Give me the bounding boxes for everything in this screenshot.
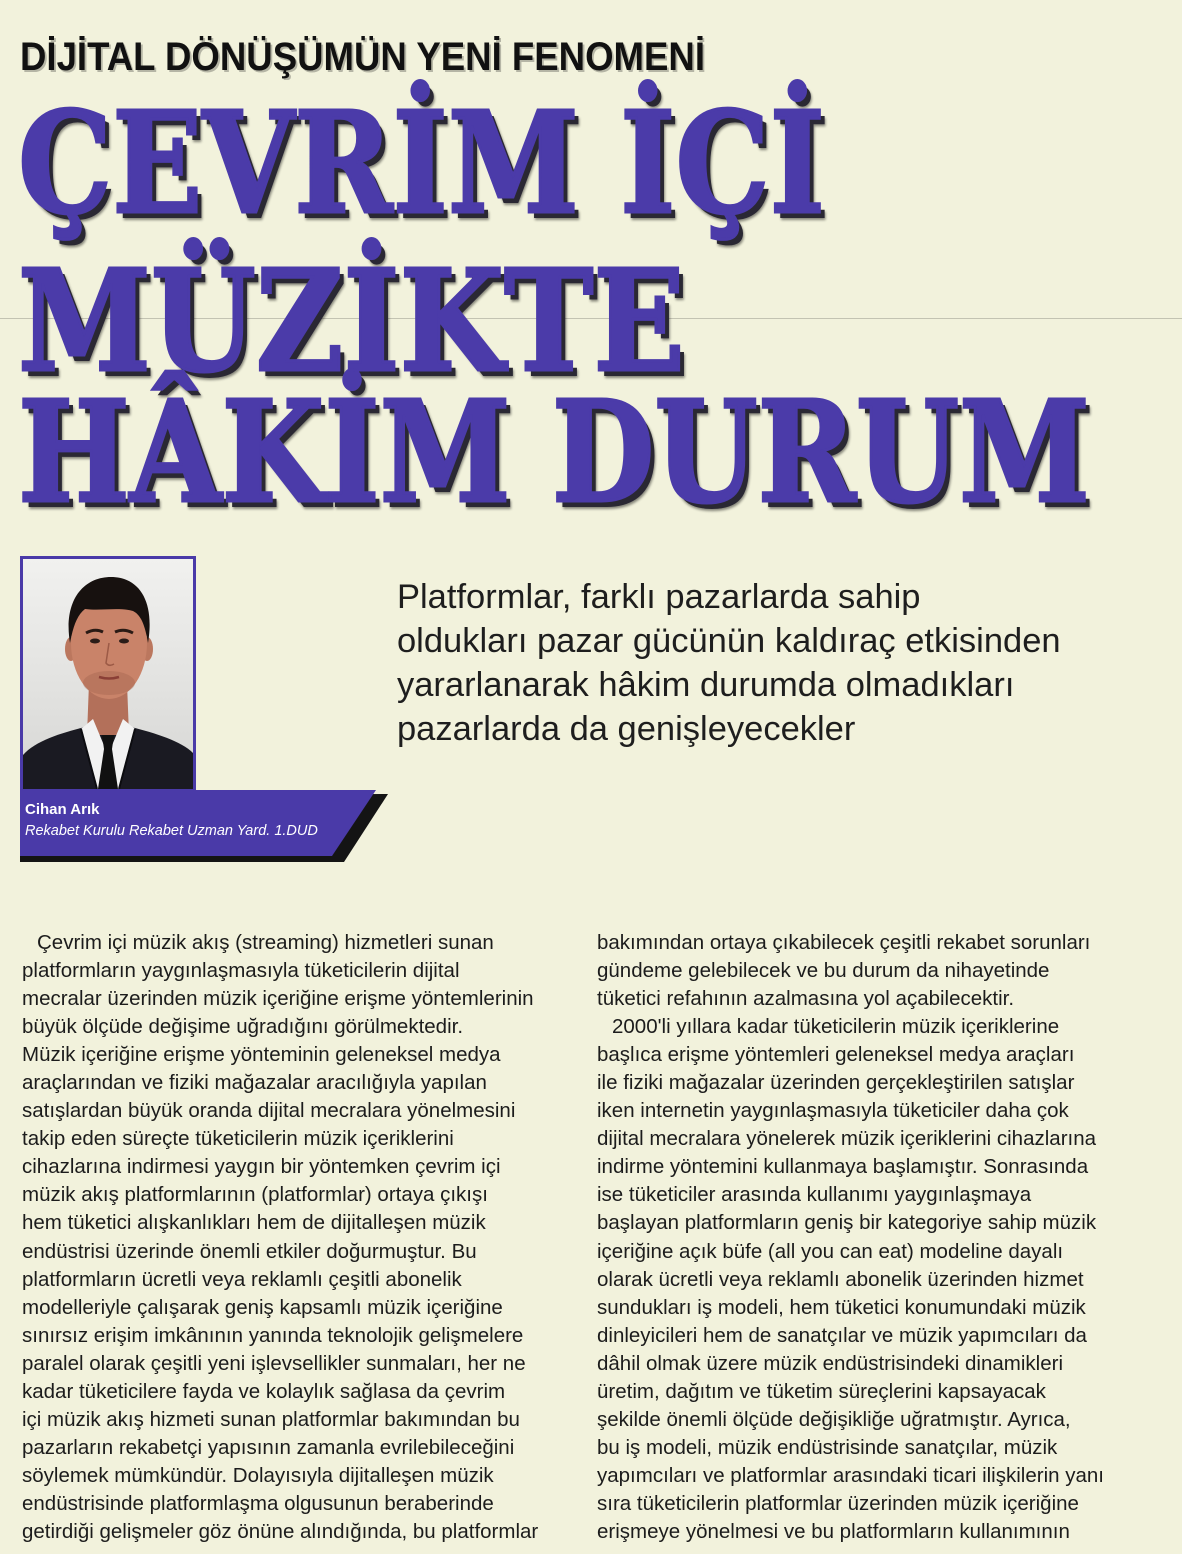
body-line: içi müzik akış hizmeti sunan platformlar bakımından bu [22,1407,520,1431]
body-line: ise tüketiciler arasında kullanımı yaygınlaşmaya [597,1183,1032,1207]
body-line: modelleriyle çalışarak geniş kapsamlı müzik içeriğine [22,1295,503,1319]
body-line: şekilde önemli ölçüde değişikliğe uğratmıştır. Ayrıca, [597,1407,1071,1431]
body-line: içeriğine açık büfe (all you can eat) modeline dayalı [597,1239,1064,1263]
lead-line: oldukları pazar gücünün kaldıraç etkisinden [397,622,1061,660]
body-line: erişmeye yönelmesi ve bu platformların kullanımının [597,1519,1070,1543]
body-line: Müzik içeriğine erişme yönteminin geleneksel medya [22,1043,501,1067]
body-line: iken internetin yaygınlaşmasıyla tüketiciler daha çok [597,1099,1069,1123]
body-line: Çevrim içi müzik akış (streaming) hizmetleri sunan [37,931,494,954]
body-line: sıra tüketicilerin platformlar üzerinden müzik içeriğine [597,1491,1079,1515]
body-line: başlayan platformların geniş bir kategoriye sahip müzik [597,1211,1097,1235]
body-line: müzik akış platformlarının (platformlar) ortaya çıkışı [22,1183,488,1207]
body-line: bakımından ortaya çıkabilecek çeşitli rekabet sorunları [597,931,1091,954]
author-name: Cihan Arık [25,801,100,818]
body-column-2 [597,929,1157,1546]
body-line: sundukları iş modeli, hem tüketici konumundaki müzik [597,1295,1086,1319]
body-line: olarak ücretli veya reklamlı abonelik üzerinden hizmet [597,1267,1084,1291]
body-line: bu iş modeli, müzik endüstrisinde sanatçılar, müzik [597,1435,1058,1459]
body-line: başlıca erişme yöntemleri geleneksel medya araçları [597,1043,1075,1067]
body-line: paralel olarak çeşitli yeni işlevsellikler sunmaları, her ne [22,1351,526,1375]
author-portrait [23,559,193,789]
author-role: Rekabet Kurulu Rekabet Uzman Yard. 1.DUD [25,823,318,839]
body-line: dinleyicileri hem de sanatçılar ve müzik yapımcıları da [597,1323,1087,1347]
body-line: ile fiziki mağazalar üzerinden gerçekleştirilen satışlar [597,1071,1075,1095]
body-line: üretim, dağıtım ve tüketim süreçlerini kapsayacak [597,1379,1046,1403]
body-line: satışlardan büyük oranda dijital mecralara yönelmesini [22,1099,516,1123]
body-line: endüstrisi üzerinde önemli etkiler doğurmuştur. Bu [22,1239,477,1263]
body-line: platformların yaygınlaşmasıyla tüketicilerin dijital [22,959,460,983]
author-photo [20,556,196,792]
body-line: araçlarından ve fiziki mağazalar aracılığıyla yapılan [22,1071,487,1095]
body-line: gündeme gelebilecek ve bu durum da nihayetinde [597,959,1050,983]
lead-paragraph [397,575,1061,751]
body-column-1 [22,929,582,1546]
body-line: sınırsız erişim imkânının yanında teknolojik gelişmelere [22,1323,524,1347]
body-line: kadar tüketicilere fayda ve kolaylık sağlasa da çevrim [22,1379,506,1403]
body-line: platformların ücretli veya reklamlı çeşitli abonelik [22,1267,462,1291]
body-line: indirme yöntemini kullanmaya başlamıştır. Sonrasında [597,1155,1089,1179]
body-line: tüketici refahının azalmasına yol açabilecektir. [597,987,1015,1011]
body-line: 2000'li yıllara kadar tüketicilerin müzik içeriklerine [612,1015,1060,1039]
title-line-2: MÜZİKTE [18,240,685,404]
body-line: mecralar üzerinden müzik içeriğine erişme yöntemlerinin [22,987,534,1011]
body-line: dâhil olmak üzere müzik endüstrisindeki dinamikleri [597,1351,1064,1375]
body-line: takip eden süreçte tüketicilerin müzik içeriklerini [22,1127,454,1151]
lead-line: Platformlar, farklı pazarlarda sahip [397,578,921,616]
title-line-1: ÇEVRİM İÇİ [18,82,825,246]
lead-line: yararlanarak hâkim durumda olmadıkları [397,666,1015,704]
lead-line: pazarlarda da genişleyecekler [397,710,856,748]
section-kicker: DİJİTAL DÖNÜŞÜMÜN YENİ FENOMENİ [20,35,705,79]
body-line: getirdiği gelişmeler göz önüne alındığında, bu platformlar [22,1519,539,1543]
body-line: cihazlarına indirmesi yaygın bir yöntemken çevrim içi [22,1155,501,1179]
body-line: hem tüketici alışkanlıkları hem de dijitalleşen müzik [22,1211,486,1235]
body-line: büyük ölçüde değişime uğradığını görülmektedir. [22,1015,464,1039]
body-line: söylemek mümkündür. Dolayısıyla dijitalleşen müzik [22,1463,494,1487]
body-line: endüstrisinde platformlaşma olgusunun beraberinde [22,1491,494,1515]
title-line-3: HÂKİM DURUM [18,371,1090,535]
body-line: pazarların rekabetçi yapısının zamanla evrilebileceğini [22,1435,515,1459]
body-line: yapımcıları ve platformlar arasındaki ticari ilişkilerin yanı [597,1463,1104,1487]
body-line: dijital mecralara yönelerek müzik içeriklerini cihazlarına [597,1127,1097,1151]
